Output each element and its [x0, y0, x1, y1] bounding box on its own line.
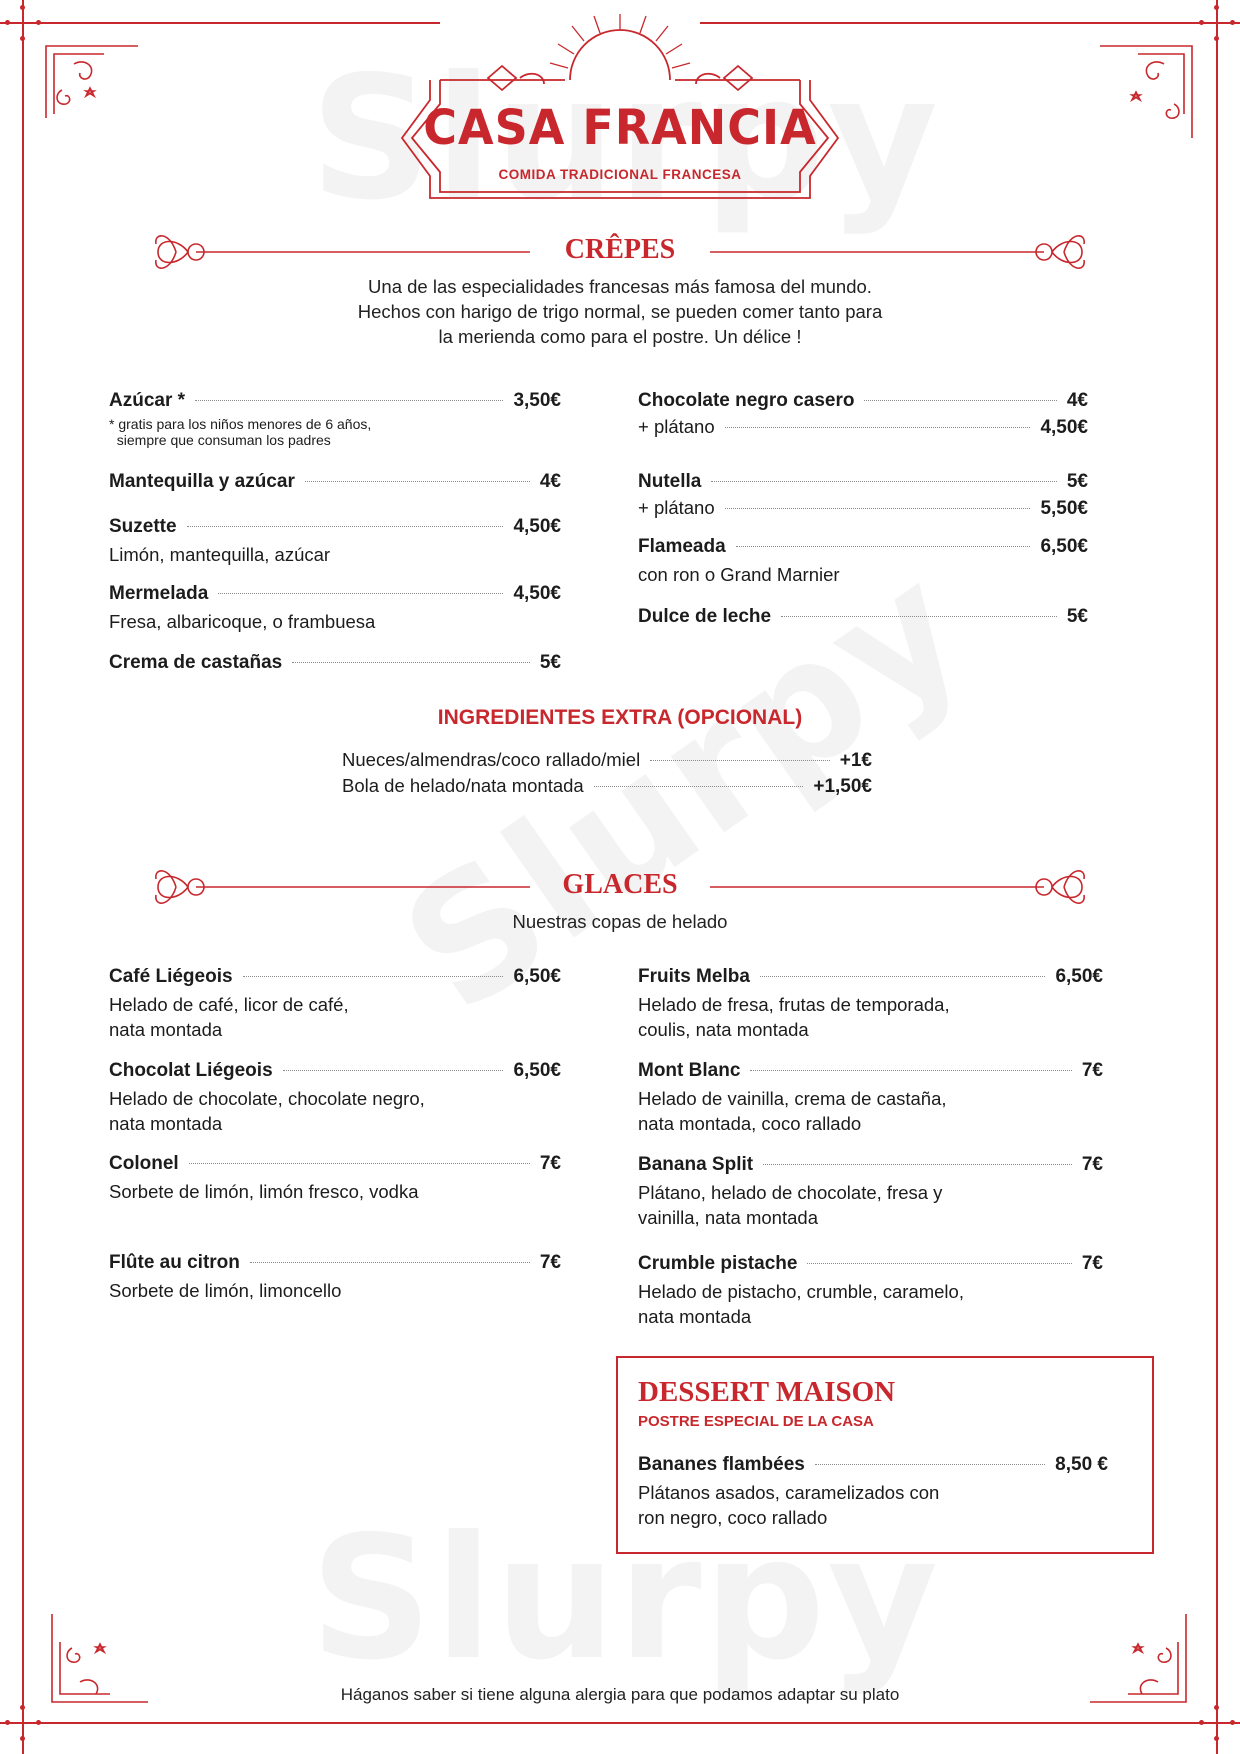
- dotted-leader: [305, 481, 530, 482]
- dotted-leader: [781, 616, 1057, 617]
- item-price: 6,50€: [1040, 536, 1088, 557]
- item-name: Chocolat Liégeois: [109, 1060, 273, 1081]
- corner-dot: [20, 1736, 25, 1741]
- menu-item: [109, 966, 561, 1042]
- item-price: 5€: [1066, 471, 1088, 492]
- item-price: 3,50€: [513, 390, 561, 411]
- corner-dot: [1199, 20, 1204, 25]
- item-name: Mont Blanc: [638, 1060, 741, 1081]
- corner-ornament-top-left: [44, 44, 140, 120]
- dotted-leader: [815, 1464, 1045, 1465]
- item-description: Plátano, helado de chocolate, fresa y vainilla, nata montada: [638, 1182, 943, 1228]
- item-price: 6,50€: [513, 966, 561, 987]
- menu-item: [109, 516, 561, 567]
- section-description-crepes: Una de las especialidades francesas más famosa del mundo. Hechos con harigo de trigo normal, se pueden comer tanto para la merienda como para el postre. Un délice !: [357, 276, 883, 347]
- dotted-leader: [187, 526, 504, 527]
- item-price: 5€: [1066, 606, 1088, 627]
- item-price: 7€: [1081, 1060, 1103, 1081]
- logo-subtitle: COMIDA TRADICIONAL FRANCESA: [498, 167, 742, 182]
- item-price: +1,50€: [813, 776, 872, 797]
- menu-item: [109, 471, 561, 497]
- item-name: Crema de castañas: [109, 652, 283, 673]
- item-description: Sorbete de limón, limoncello: [109, 1280, 342, 1301]
- item-name: Azúcar *: [109, 390, 186, 411]
- item-extra: + plátano: [638, 416, 715, 437]
- corner-dot: [5, 20, 10, 25]
- dessert-maison-box: [616, 1356, 1154, 1554]
- item-price: 4€: [539, 471, 561, 492]
- dotted-leader: [292, 662, 530, 663]
- item-name: Flameada: [638, 536, 726, 557]
- corner-dot: [1230, 20, 1235, 25]
- corner-dot: [1214, 1705, 1219, 1710]
- item-price: +1€: [839, 750, 872, 771]
- dotted-leader: [807, 1263, 1071, 1264]
- item-extra-price: 5,50€: [1040, 498, 1088, 519]
- corner-dot: [5, 1720, 10, 1725]
- dotted-leader: [250, 1262, 530, 1263]
- item-description: Fresa, albaricoque, o frambuesa: [109, 611, 376, 632]
- item-price: 4€: [1066, 390, 1088, 411]
- corner-ornament-top-right: [1098, 44, 1194, 140]
- item-description: Plátanos asados, caramelizados con ron negro, coco rallado: [638, 1482, 940, 1528]
- item-name: Bananes flambées: [638, 1454, 805, 1475]
- item-name: Bola de helado/nata montada: [342, 775, 584, 796]
- menu-item: [109, 390, 561, 448]
- item-name: Chocolate negro casero: [638, 390, 855, 411]
- corner-dot: [20, 36, 25, 41]
- item-price: 6,50€: [513, 1060, 561, 1081]
- extras-title: INGREDIENTES EXTRA (OPCIONAL): [437, 706, 803, 729]
- menu-item: [109, 1153, 561, 1204]
- frame-bottom-line: [0, 1722, 1240, 1724]
- corner-dot: [1230, 1720, 1235, 1725]
- dessert-title: DESSERT MAISON: [638, 1376, 896, 1408]
- item-description: Limón, mantequilla, azúcar: [109, 544, 331, 565]
- dotted-leader: [864, 400, 1056, 401]
- dotted-leader: [650, 760, 830, 761]
- item-note: * gratis para los niños menores de 6 años, siempre que consuman los padres: [109, 416, 372, 448]
- corner-dot: [20, 5, 25, 10]
- item-name: Suzette: [109, 516, 177, 537]
- dotted-leader: [243, 976, 504, 977]
- menu-item: [638, 390, 1088, 442]
- item-name: Banana Split: [638, 1154, 754, 1175]
- item-name: Flûte au citron: [109, 1252, 240, 1273]
- dotted-leader: [594, 786, 804, 787]
- item-extra: + plátano: [638, 497, 715, 518]
- item-name: Café Liégeois: [109, 966, 233, 987]
- item-description: con ron o Grand Marnier: [638, 564, 840, 585]
- item-price: 7€: [1081, 1154, 1103, 1175]
- logo-title: CASA FRANCIA: [423, 98, 817, 156]
- menu-item: [638, 966, 1103, 1042]
- item-name: Mantequilla y azúcar: [109, 471, 295, 492]
- item-name: Dulce de leche: [638, 606, 772, 627]
- allergy-note: Háganos saber si tiene alguna alergia para que podamos adaptar su plato: [340, 1685, 900, 1704]
- item-description: Helado de vainilla, crema de castaña, nata montada, coco rallado: [638, 1088, 947, 1134]
- frame-top-left-line: [0, 22, 440, 24]
- corner-dot: [1214, 1736, 1219, 1741]
- corner-dot: [20, 1705, 25, 1710]
- dotted-leader: [195, 400, 503, 401]
- dotted-leader: [283, 1070, 504, 1071]
- item-name: Nueces/almendras/coco rallado/miel: [342, 749, 641, 770]
- item-price: 4,50€: [513, 583, 561, 604]
- item-extra-price: 4,50€: [1040, 417, 1088, 438]
- menu-item: [638, 1060, 1103, 1136]
- menu-item: [638, 536, 1088, 587]
- dessert-subtitle: POSTRE ESPECIAL DE LA CASA: [638, 1413, 874, 1430]
- menu-item: [109, 1252, 561, 1303]
- dotted-leader: [725, 508, 1031, 509]
- dotted-leader: [725, 427, 1031, 428]
- menu-item: [638, 1253, 1103, 1329]
- corner-dot: [1214, 5, 1219, 10]
- menu-item: [638, 1454, 1108, 1530]
- item-price: 7€: [539, 1153, 561, 1174]
- corner-dot: [36, 1720, 41, 1725]
- item-price: 5€: [539, 652, 561, 673]
- item-name: Crumble pistache: [638, 1253, 798, 1274]
- item-name: Nutella: [638, 471, 702, 492]
- item-name: Fruits Melba: [638, 966, 750, 987]
- item-name: Mermelada: [109, 583, 209, 604]
- extra-item: [342, 749, 872, 801]
- item-description: Sorbete de limón, limón fresco, vodka: [109, 1181, 419, 1202]
- item-price: 8,50 €: [1055, 1454, 1108, 1475]
- menu-item: [638, 1154, 1103, 1230]
- item-description: Helado de chocolate, chocolate negro, nata montada: [109, 1088, 425, 1134]
- item-description: Helado de pistacho, crumble, caramelo, nata montada: [638, 1281, 964, 1327]
- dotted-leader: [736, 546, 1031, 547]
- corner-dot: [1214, 36, 1219, 41]
- dotted-leader: [750, 1070, 1071, 1071]
- item-name: Colonel: [109, 1153, 179, 1174]
- dotted-leader: [760, 976, 1046, 977]
- menu-item: [638, 471, 1088, 523]
- corner-dot: [36, 20, 41, 25]
- corner-dot: [1199, 1720, 1204, 1725]
- item-description: Helado de café, licor de café, nata montada: [109, 994, 349, 1040]
- item-price: 6,50€: [1055, 966, 1103, 987]
- dotted-leader: [189, 1163, 530, 1164]
- menu-item: [638, 606, 1088, 632]
- section-title-crepes: CRÊPES: [564, 234, 676, 265]
- section-title-glaces: GLACES: [562, 869, 678, 900]
- menu-item: [109, 583, 561, 634]
- item-price: 7€: [539, 1252, 561, 1273]
- item-description: Helado de fresa, frutas de temporada, coulis, nata montada: [638, 994, 950, 1040]
- dotted-leader: [711, 481, 1057, 482]
- item-price: 7€: [1081, 1253, 1103, 1274]
- section-description-glaces: Nuestras copas de helado: [512, 911, 728, 932]
- dotted-leader: [218, 593, 503, 594]
- menu-item: [109, 1060, 561, 1136]
- dotted-leader: [763, 1164, 1072, 1165]
- item-price: 4,50€: [513, 516, 561, 537]
- menu-item: [109, 652, 561, 678]
